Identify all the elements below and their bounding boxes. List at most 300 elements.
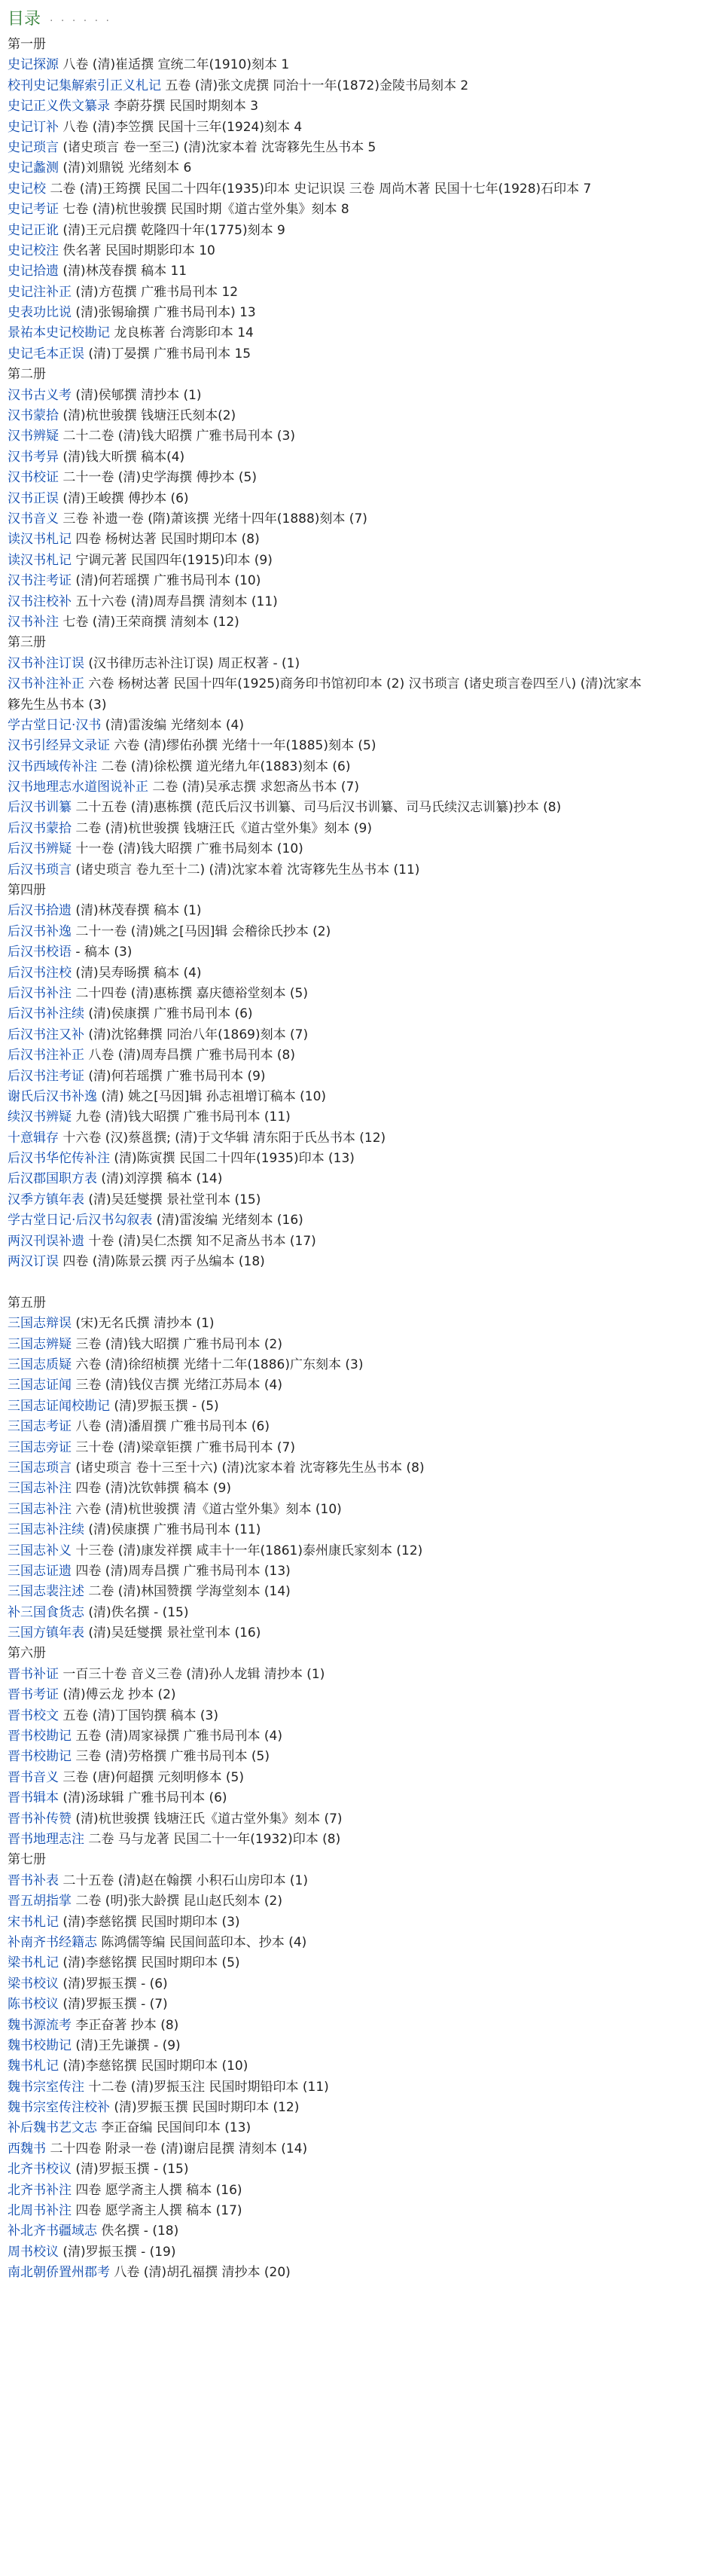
toc-entry-link[interactable]: 三国方镇年表 bbox=[8, 1625, 84, 1641]
toc-entry-details: 三卷 (唐)何超撰 元刻明修本 (5) bbox=[59, 1769, 244, 1785]
toc-entry-details: (清)吴廷燮撰 景社堂刊本 (16) bbox=[84, 1625, 261, 1641]
toc-entry bbox=[8, 2036, 696, 2056]
toc-entry bbox=[8, 2242, 696, 2263]
toc-entry-link[interactable]: 三国志证闻校勘记 bbox=[8, 1398, 110, 1414]
toc-entry-link[interactable]: 梁书校议 bbox=[8, 1976, 59, 1992]
toc-entry-details: (清)王元启撰 乾隆四十年(1775)刻本 9 bbox=[59, 222, 285, 238]
toc-entry-link[interactable]: 史记蠡测 bbox=[8, 160, 59, 176]
toc-entry-details: 二卷 (清)王筠撰 民国二十四年(1935)印本 史记识误 三卷 周尚木著 民国十七年(1928)石印本 7 bbox=[46, 181, 592, 197]
toc-entry bbox=[8, 1355, 696, 1375]
toc-entry-details: 四卷 杨树达著 民国时期印本 (8) bbox=[72, 532, 260, 548]
toc-entry bbox=[8, 1045, 696, 1066]
toc-entry-details: 二十五卷 (清)赵在翰撰 小积石山房印本 (1) bbox=[59, 1872, 308, 1888]
toc-entry-details: - 稿本 (3) bbox=[72, 945, 133, 960]
toc-entry bbox=[8, 1335, 696, 1355]
toc-entry bbox=[8, 1500, 696, 1520]
toc-entry bbox=[8, 261, 696, 282]
toc-entry-link[interactable]: 汉书引经异文录证 bbox=[8, 738, 110, 754]
toc-entry-details: (清)王先谦撰 - (9) bbox=[72, 2037, 181, 2053]
toc-entry-details: (清)佚名撰 - (15) bbox=[84, 1604, 189, 1620]
toc-entry-link[interactable]: 史记考证 bbox=[8, 202, 59, 218]
toc-entry-link[interactable]: 史记毛本正误 bbox=[8, 346, 84, 362]
toc-entry bbox=[8, 1768, 696, 1788]
toc-entry-link[interactable]: 三国志补义 bbox=[8, 1543, 72, 1558]
toc-entry-details: (清)汤球辑 广雅书局刊本 (6) bbox=[59, 1790, 227, 1806]
toc-entry bbox=[8, 571, 696, 591]
toc-entry bbox=[8, 158, 696, 179]
toc-entry bbox=[8, 1314, 696, 1334]
toc-entry-link[interactable]: 景祐本史记校勘记 bbox=[8, 325, 110, 341]
toc-entry-details: 五卷 (清)周家禄撰 广雅书局刊本 (4) bbox=[72, 1729, 282, 1744]
toc-entry-details: 七卷 (清)杭世骏撰 民国时期《道古堂外集》刻本 8 bbox=[59, 202, 349, 218]
toc-entry-link[interactable]: 三国志补注 bbox=[8, 1501, 72, 1517]
toc-entry-link[interactable]: 三国志证闻 bbox=[8, 1378, 72, 1393]
toc-dots: · · · · · · bbox=[50, 15, 111, 27]
toc-entry-details: 三卷 (清)钱仪吉撰 光绪江苏局本 (4) bbox=[72, 1378, 282, 1393]
toc-entry bbox=[8, 1603, 696, 1623]
toc-entry bbox=[8, 942, 696, 963]
toc-entry-details: (清)吴寿旸撰 稿本 (4) bbox=[72, 965, 202, 981]
toc-entry-link[interactable]: 晋书校勘记 bbox=[8, 1729, 72, 1744]
toc-entry bbox=[8, 1891, 696, 1912]
toc-entry-link[interactable]: 宋书札记 bbox=[8, 1914, 59, 1930]
toc-entry-details: 八卷 (清)李笠撰 民国十三年(1924)刻本 4 bbox=[59, 119, 303, 135]
toc-entry-link[interactable]: 补后魏书艺文志 bbox=[8, 2120, 97, 2136]
toc-entry-link[interactable]: 后汉书补逸 bbox=[8, 923, 72, 939]
toc-entry bbox=[8, 426, 696, 447]
toc-entry bbox=[8, 2077, 696, 2098]
toc-entry bbox=[8, 2056, 696, 2077]
toc-entry bbox=[8, 1747, 696, 1767]
volume-heading: 第二册 bbox=[8, 367, 46, 383]
toc-entry-details: (清)杭世骏撰 钱塘汪氏刻本(2) bbox=[59, 408, 236, 424]
toc-entry bbox=[8, 241, 696, 261]
toc-entry-details: 二十四卷 (清)惠栋撰 嘉庆德裕堂刻本 (5) bbox=[72, 985, 308, 1001]
toc-entry-details: (清)罗振玉撰 - (6) bbox=[59, 1976, 168, 1992]
toc-entry-details: (清)侯康撰 广雅书局刊本 (11) bbox=[84, 1522, 261, 1538]
toc-entry-link[interactable]: 三国志辩误 bbox=[8, 1316, 72, 1332]
toc-entry-link[interactable]: 后汉书注补正 bbox=[8, 1048, 84, 1064]
toc-entry bbox=[8, 1706, 696, 1726]
toc-entry-link[interactable]: 汉书蒙拾 bbox=[8, 408, 59, 424]
toc-entry-details: 二十一卷 (清)姚之[马因]辑 会稽徐氏抄本 (2) bbox=[72, 923, 331, 939]
toc-entry-details: 二卷 (清)林国赞撰 学海堂刻本 (14) bbox=[84, 1584, 291, 1600]
toc-entry-details: (清)刘淳撰 稿本 (14) bbox=[97, 1171, 223, 1187]
toc-entry-details: 李正奋著 抄本 (8) bbox=[72, 2017, 179, 2033]
toc-entry-link[interactable]: 周书校议 bbox=[8, 2244, 59, 2260]
toc-entry-details: 八卷 (清)胡孔福撰 清抄本 (20) bbox=[110, 2265, 291, 2281]
toc-entry-link[interactable]: 汉书校证 bbox=[8, 470, 59, 486]
toc-entry-link[interactable]: 魏书札记 bbox=[8, 2059, 59, 2074]
toc-entry bbox=[8, 2098, 696, 2118]
toc-entry-link[interactable]: 汉书补注订误 bbox=[8, 655, 84, 671]
toc-entry-details: 宁调元著 民国四年(1915)印本 (9) bbox=[72, 552, 273, 568]
toc-entry bbox=[8, 798, 696, 818]
toc-entry bbox=[8, 2118, 696, 2138]
toc-entry-link[interactable]: 三国志辨疑 bbox=[8, 1336, 72, 1352]
toc-entry-link[interactable]: 三国志考证 bbox=[8, 1419, 72, 1435]
toc-entry-link[interactable]: 两汉订误 bbox=[8, 1254, 59, 1270]
toc-entry bbox=[8, 1169, 696, 1189]
toc-entry bbox=[8, 1458, 696, 1479]
toc-entry-details: (清)林茂春撰 稿本 (1) bbox=[72, 903, 202, 919]
toc-entry bbox=[8, 386, 696, 406]
toc-entry bbox=[8, 2201, 696, 2221]
toc-entry bbox=[8, 303, 696, 323]
toc-entry bbox=[8, 468, 696, 488]
toc-entry-details: (清)李慈铭撰 民国时期印本 (5) bbox=[59, 1955, 240, 1971]
toc-entry-details: 二十四卷 附录一卷 (清)谢启昆撰 清刻本 (14) bbox=[46, 2141, 308, 2156]
toc-entry-details: 四卷 (清)周寿昌撰 广雅书局刊本 (13) bbox=[72, 1563, 291, 1579]
toc-entry bbox=[8, 1520, 696, 1540]
toc-entry-link[interactable]: 晋书地理志注 bbox=[8, 1831, 84, 1847]
toc-entry-link[interactable]: 史记校注 bbox=[8, 243, 59, 258]
toc-entry-link[interactable]: 汉书西域传补注 bbox=[8, 758, 97, 774]
toc-entry-link[interactable]: 魏书宗室传注 bbox=[8, 2079, 84, 2095]
toc-entry-link[interactable]: 史记正讹 bbox=[8, 222, 59, 238]
toc-entry-details: 四卷 (清)陈景云撰 丙子丛编本 (18) bbox=[59, 1254, 265, 1270]
toc-entry bbox=[8, 2221, 696, 2242]
toc-entry bbox=[8, 2263, 696, 2283]
toc-entry-details: (清)方苞撰 广雅书局刊本 12 bbox=[72, 284, 239, 300]
toc-entry-details: (清)雷浚编 光绪刻本 (16) bbox=[152, 1213, 303, 1228]
toc-entry bbox=[8, 1953, 696, 1973]
toc-entry-details: 五卷 (清)丁国钧撰 稿本 (3) bbox=[59, 1708, 218, 1723]
toc-entry bbox=[8, 509, 696, 530]
toc-entry-link[interactable]: 读汉书札记 bbox=[8, 552, 72, 568]
toc-entry-link[interactable]: 后汉书注考证 bbox=[8, 1068, 84, 1084]
toc-entry-link[interactable]: 魏书校勘记 bbox=[8, 2037, 72, 2053]
toc-entry-details: 二卷 (清)徐松撰 道光绪九年(1883)刻本 (6) bbox=[97, 758, 351, 774]
toc-entry-details: (清)林茂春撰 稿本 11 bbox=[59, 264, 187, 279]
toc-entry-link[interactable]: 后汉书拾遗 bbox=[8, 903, 72, 919]
toc-entry-link[interactable]: 北齐书校议 bbox=[8, 2162, 72, 2178]
toc-entry bbox=[8, 901, 696, 921]
toc-entry bbox=[8, 118, 696, 138]
toc-entry-link[interactable]: 魏书宗室传注校补 bbox=[8, 2100, 110, 2116]
toc-entry bbox=[8, 736, 696, 756]
toc-entry-link[interactable]: 汉书音义 bbox=[8, 511, 59, 526]
toc-entry-details: 七卷 (清)王荣商撰 清刻本 (12) bbox=[59, 614, 239, 630]
toc-entry-details: (清)罗振玉撰 - (15) bbox=[72, 2162, 189, 2178]
toc-entry-link[interactable]: 晋书补表 bbox=[8, 1872, 59, 1888]
toc-entry-details: 十二卷 (清)罗振玉注 民国时期铅印本 (11) bbox=[84, 2079, 329, 2095]
toc-entry bbox=[8, 489, 696, 509]
toc-entry-details: (宋)无名氏撰 清抄本 (1) bbox=[72, 1316, 215, 1332]
toc-entry bbox=[8, 1871, 696, 1891]
toc-header bbox=[8, 6, 696, 35]
toc-entry-details: (清)钱大昕撰 稿本(4) bbox=[59, 449, 185, 465]
toc-entry-link[interactable]: 晋书校文 bbox=[8, 1708, 59, 1723]
toc-entry-details: (清)李慈铭撰 民国时期印本 (3) bbox=[59, 1914, 240, 1930]
toc-entry-details: (清)傅云龙 抄本 (2) bbox=[59, 1687, 176, 1703]
toc-entry-details: 二卷 (明)张大龄撰 昆山赵氏刻本 (2) bbox=[72, 1894, 282, 1909]
toc-entry-link[interactable]: 汉书地理志水道图说补正 bbox=[8, 780, 148, 795]
toc-entry-link[interactable]: 西魏书 bbox=[8, 2141, 46, 2156]
toc-entry-details: 二卷 马与龙著 民国二十一年(1932)印本 (8) bbox=[84, 1831, 341, 1847]
toc-entry-details: 二十二卷 (清)钱大昭撰 广雅书局刊本 (3) bbox=[59, 429, 295, 444]
toc-entry-link[interactable]: 北周书补注 bbox=[8, 2203, 72, 2219]
toc-entry-link[interactable]: 晋书考证 bbox=[8, 1687, 59, 1703]
toc-entry bbox=[8, 530, 696, 550]
toc-entry-details: 二十五卷 (清)惠栋撰 (范氏后汉书训纂、司马后汉书训纂、司马氏续汉志训纂)抄本 (8) bbox=[72, 800, 562, 816]
toc-entry-link[interactable]: 梁书札记 bbox=[8, 1955, 59, 1971]
toc-entry bbox=[8, 1210, 696, 1231]
toc-entry bbox=[8, 282, 696, 303]
toc-entry-details: 佚名撰 - (18) bbox=[97, 2223, 179, 2239]
toc-entry-link[interactable]: 后汉书补注续 bbox=[8, 1006, 84, 1022]
toc-entry-details: (诸史琐言 卷一至三) (清)沈家本着 沈寄簃先生丛书本 5 bbox=[59, 139, 376, 155]
toc-entry-link[interactable]: 南北朝侨置州郡考 bbox=[8, 2265, 110, 2281]
toc-entry bbox=[8, 674, 696, 694]
toc-entry-details: 六卷 (清)徐绍桢撰 光绪十二年(1886)广东刻本 (3) bbox=[72, 1357, 364, 1372]
toc-entry bbox=[8, 839, 696, 859]
toc-entry bbox=[8, 406, 696, 426]
toc-entry-link[interactable]: 学古堂日记·后汉书勾叙表 bbox=[8, 1213, 153, 1228]
toc-entry bbox=[8, 757, 696, 777]
toc-entry-link[interactable]: 后汉郡国职方表 bbox=[8, 1171, 97, 1187]
toc-entry-link[interactable]: 史记琐言 bbox=[8, 139, 59, 155]
toc-entry bbox=[8, 2159, 696, 2180]
toc-entry-details: 二十一卷 (清)史学海撰 傅抄本 (5) bbox=[59, 470, 257, 486]
toc-entry bbox=[8, 200, 696, 220]
toc-entry-link[interactable]: 三国志旁证 bbox=[8, 1439, 72, 1455]
toc-entry-details: (清)罗振玉撰 - (7) bbox=[59, 1997, 168, 2013]
toc-entry bbox=[8, 1128, 696, 1149]
toc-entry bbox=[8, 1232, 696, 1252]
toc-entry bbox=[8, 1252, 696, 1272]
toc-entry bbox=[8, 551, 696, 571]
toc-entry-details: (清)王峻撰 傅抄本 (6) bbox=[59, 490, 189, 506]
volume-heading: 第四册 bbox=[8, 883, 46, 899]
toc-entry-details: 三卷 (清)劳格撰 广雅书局刊本 (5) bbox=[72, 1749, 270, 1765]
toc-entry bbox=[8, 592, 696, 612]
toc-entry-link[interactable]: 后汉书辨疑 bbox=[8, 841, 72, 857]
toc-entry-details: (清)沈铭彝撰 同治八年(1869)刻本 (7) bbox=[84, 1027, 309, 1042]
toc-entry-link[interactable]: 史记订补 bbox=[8, 119, 59, 135]
toc-entry-details: 六卷 (清)杭世骏撰 清《道古堂外集》刻本 (10) bbox=[72, 1501, 342, 1517]
toc-entry-details: 三十卷 (清)梁章钜撰 广雅书局刊本 (7) bbox=[72, 1439, 295, 1455]
toc-entry bbox=[8, 1479, 696, 1499]
toc-entry-details: 李正奋编 民国间印本 (13) bbox=[97, 2120, 251, 2136]
toc-entry bbox=[8, 76, 696, 96]
toc-entry-link[interactable]: 魏书源流考 bbox=[8, 2017, 72, 2033]
toc-entry-link[interactable]: 后汉书琐言 bbox=[8, 862, 72, 877]
toc-entry-link[interactable]: 十意辑存 bbox=[8, 1130, 59, 1146]
toc-entry-details: (诸史琐言 卷十三至十六) (清)沈家本着 沈寄簃先生丛书本 (8) bbox=[72, 1460, 425, 1476]
toc-entry bbox=[8, 221, 696, 241]
toc-entry bbox=[8, 654, 696, 674]
toc-entry-link[interactable]: 补北齐书疆域志 bbox=[8, 2223, 97, 2239]
toc-entry bbox=[8, 1417, 696, 1437]
toc-entry-details: (清)丁晏撰 广雅书局刊本 15 bbox=[84, 346, 251, 362]
toc-entry-details: 十卷 (清)吴仁杰撰 知不足斋丛书本 (17) bbox=[84, 1233, 316, 1249]
toc-entry bbox=[8, 1149, 696, 1169]
toc-entry-link[interactable]: 史表功比说 bbox=[8, 305, 72, 321]
toc-entry-link[interactable]: 史记正义佚文纂录 bbox=[8, 99, 110, 114]
toc-entry-details: 二卷 (清)吴承志撰 求恕斋丛书本 (7) bbox=[148, 780, 359, 795]
toc-entry-details: (清)侯康撰 广雅书局刊本 (6) bbox=[84, 1006, 253, 1022]
toc-entry bbox=[8, 1025, 696, 1045]
toc-entry-details: 龙良栋著 台湾影印本 14 bbox=[110, 325, 254, 341]
toc-entry-link[interactable]: 谢氏后汉书补逸 bbox=[8, 1088, 97, 1104]
toc-entry-details: (清)陈寅撰 民国二十四年(1935)印本 (13) bbox=[110, 1151, 355, 1167]
toc-entry-link[interactable]: 汉书补注 bbox=[8, 614, 59, 630]
toc-entry-details: 李蔚芬撰 民国时期刻本 3 bbox=[110, 99, 259, 114]
toc-entry bbox=[8, 1067, 696, 1087]
toc-entry bbox=[8, 1788, 696, 1808]
toc-entry bbox=[8, 344, 696, 365]
toc-entry bbox=[8, 1726, 696, 1747]
toc-page bbox=[8, 6, 696, 2284]
toc-entry-link[interactable]: 汉书考异 bbox=[8, 449, 59, 465]
toc-entry-details: (清)雷浚编 光绪刻本 (4) bbox=[101, 717, 244, 733]
toc-entry-details: 六卷 (清)缪佑孙撰 光绪十一年(1885)刻本 (5) bbox=[110, 738, 376, 754]
toc-entry bbox=[8, 2181, 696, 2201]
toc-entry bbox=[8, 55, 696, 75]
toc-entry bbox=[8, 1107, 696, 1128]
toc-entry-link[interactable]: 汉书正误 bbox=[8, 490, 59, 506]
toc-entry-details: (清)杭世骏撰 钱塘汪氏《道古堂外集》刻本 (7) bbox=[72, 1811, 343, 1827]
toc-entry bbox=[8, 1541, 696, 1561]
toc-entry bbox=[8, 1190, 696, 1210]
toc-entry-link[interactable]: 后汉书蒙拾 bbox=[8, 820, 72, 836]
toc-entry bbox=[8, 138, 696, 158]
toc-entry-details: 九卷 (清)钱大昭撰 广雅书局刊本 (11) bbox=[72, 1109, 291, 1125]
toc-entry-details: (清)何若瑶撰 广雅书局刊本 (9) bbox=[84, 1068, 266, 1084]
toc-entry-link[interactable]: 史记注补正 bbox=[8, 284, 72, 300]
toc-entry-link[interactable]: 后汉书注又补 bbox=[8, 1027, 84, 1042]
toc-entry-link[interactable]: 后汉书补注 bbox=[8, 985, 72, 1001]
toc-entry-details: (清)张锡瑜撰 广雅书局刊本) 13 bbox=[72, 305, 256, 321]
toc-entry-link[interactable]: 三国志证遗 bbox=[8, 1563, 72, 1579]
toc-entry-details: (清)罗振玉撰 - (19) bbox=[59, 2244, 176, 2260]
toc-entry bbox=[8, 1087, 696, 1107]
toc-entry-link[interactable]: 晋书音义 bbox=[8, 1769, 59, 1785]
toc-entry-link[interactable]: 陈书校议 bbox=[8, 1997, 59, 2013]
toc-entry-link[interactable]: 学古堂日记·汉书 bbox=[8, 717, 102, 733]
toc-entry-details: (诸史琐言 卷九至十二) (清)沈家本着 沈寄簃先生丛书本 (11) bbox=[72, 862, 420, 877]
toc-entry-link[interactable]: 汉书注校补 bbox=[8, 594, 72, 609]
toc-entry-link[interactable]: 三国志补注 bbox=[8, 1481, 72, 1497]
toc-entry-details: (清)李慈铭撰 民国时期印本 (10) bbox=[59, 2059, 248, 2074]
toc-entry-link[interactable]: 续汉书辨疑 bbox=[8, 1109, 72, 1125]
toc-entry-link[interactable]: 后汉书训纂 bbox=[8, 800, 72, 816]
toc-entry-details: (清)侯郇撰 清抄本 (1) bbox=[72, 387, 202, 403]
toc-entry-link[interactable]: 史记校 bbox=[8, 181, 46, 197]
volume-heading: 第五册 bbox=[8, 1295, 46, 1311]
toc-entry bbox=[8, 1933, 696, 1953]
toc-entry-link[interactable]: 三国志琐言 bbox=[8, 1460, 72, 1476]
volume-heading: 第一册 bbox=[8, 37, 46, 52]
toc-entry bbox=[8, 984, 696, 1004]
toc-entry-details: 一百三十卷 音义三卷 (清)孙人龙辑 清抄本 (1) bbox=[59, 1666, 325, 1682]
toc-entry-details: 八卷 (清)周寿昌撰 广雅书局刊本 (8) bbox=[84, 1048, 295, 1064]
toc-entry-link[interactable]: 晋书辑本 bbox=[8, 1790, 59, 1806]
toc-entry-details: 五十六卷 (清)周寿昌撰 清刻本 (11) bbox=[72, 594, 278, 609]
toc-entry-link[interactable]: 补三国食货志 bbox=[8, 1604, 84, 1620]
toc-entry-details: 四卷 (清)沈钦韩撰 稿本 (9) bbox=[72, 1481, 231, 1497]
toc-entry-details: 十六卷 (汉)蔡邕撰; (清)于文华辑 清东阳于氏丛书本 (12) bbox=[59, 1130, 386, 1146]
toc-entry-link[interactable]: 汉书补注补正 bbox=[8, 676, 84, 692]
toc-entry-details: (清) 姚之[马因]辑 孙志祖增订稿本 (10) bbox=[97, 1088, 327, 1104]
toc-entry-link[interactable]: 晋书校勘记 bbox=[8, 1749, 72, 1765]
toc-entry bbox=[8, 1561, 696, 1582]
toc-entry bbox=[8, 96, 696, 117]
toc-entry-details: 佚名著 民国时期影印本 10 bbox=[59, 243, 215, 258]
toc-entry-link[interactable]: 后汉书校语 bbox=[8, 945, 72, 960]
toc-entry bbox=[8, 1582, 696, 1602]
toc-entry-details: (清)何若瑶撰 广雅书局刊本 (10) bbox=[72, 573, 261, 589]
toc-entry-link[interactable]: 史记拾遗 bbox=[8, 264, 59, 279]
toc-continuation-line: 簃先生丛书本 (3) bbox=[8, 697, 107, 713]
toc-entry-link[interactable]: 后汉书华佗传补注 bbox=[8, 1151, 110, 1167]
toc-entry-details: 陈鸿儒等编 民国间蓝印本、抄本 (4) bbox=[97, 1934, 307, 1950]
toc-entry-link[interactable]: 汉书注考证 bbox=[8, 573, 72, 589]
toc-entry-details: (清)刘鼎锐 光绪刻本 6 bbox=[59, 160, 192, 176]
toc-entry bbox=[8, 1809, 696, 1830]
toc-entry-link[interactable]: 校刊史记集解索引正义札记 bbox=[8, 78, 161, 93]
toc-entry-link[interactable]: 晋五胡指掌 bbox=[8, 1894, 72, 1909]
toc-entry-details: (汉书律历志补注订误) 周正权著 - (1) bbox=[84, 655, 300, 671]
toc-entry-details: 二卷 (清)杭世骏撰 钱塘汪氏《道古堂外集》刻本 (9) bbox=[72, 820, 372, 836]
toc-entry-link[interactable]: 北齐书补注 bbox=[8, 2182, 72, 2198]
toc-entry bbox=[8, 1830, 696, 1850]
toc-entry bbox=[8, 612, 696, 633]
toc-entry-details: (清)罗振玉撰 - (5) bbox=[110, 1398, 219, 1414]
toc-entry bbox=[8, 1623, 696, 1644]
toc-entry bbox=[8, 1396, 696, 1417]
toc-entry-details: 六卷 杨树达著 民国十四年(1925)商务印书馆初印本 (2) 汉书琐言 (诸史琐言卷四至八) (清)沈家本 bbox=[84, 676, 642, 692]
toc-entry-link[interactable]: 汉书辨疑 bbox=[8, 429, 59, 444]
toc-entry-details: 五卷 (清)张文虎撰 同治十一年(1872)金陵书局刻本 2 bbox=[161, 78, 469, 93]
toc-entry-details: 四卷 愿学斋主人撰 稿本 (17) bbox=[72, 2203, 242, 2219]
toc-entry-link[interactable]: 两汉刊误补遗 bbox=[8, 1233, 84, 1249]
toc-entry-details: (清)罗振玉撰 民国时期印本 (12) bbox=[110, 2100, 300, 2116]
toc-entry-link[interactable]: 晋书补证 bbox=[8, 1666, 59, 1682]
toc-entry bbox=[8, 1004, 696, 1024]
toc-entry bbox=[8, 716, 696, 736]
toc-entry-link[interactable]: 三国志裴注述 bbox=[8, 1584, 84, 1600]
toc-entry-details: 三卷 补遗一卷 (隋)萧该撰 光绪十四年(1888)刻本 (7) bbox=[59, 511, 367, 526]
toc-entry bbox=[8, 777, 696, 798]
toc-entry-details: 八卷 (清)崔适撰 宣统二年(1910)刻本 1 bbox=[59, 57, 290, 73]
toc-title: 目录 bbox=[8, 10, 41, 29]
toc-list bbox=[8, 35, 696, 2284]
toc-entry-link[interactable]: 晋书补传赞 bbox=[8, 1811, 72, 1827]
toc-entry bbox=[8, 2016, 696, 2036]
volume-heading: 第七册 bbox=[8, 1852, 46, 1868]
toc-entry-link[interactable]: 汉书古义考 bbox=[8, 387, 72, 403]
toc-entry-link[interactable]: 汉季方镇年表 bbox=[8, 1192, 84, 1207]
volume-heading: 第三册 bbox=[8, 635, 46, 651]
toc-entry bbox=[8, 179, 696, 200]
toc-entry bbox=[8, 963, 696, 984]
toc-entry-link[interactable]: 三国志补注续 bbox=[8, 1522, 84, 1538]
toc-entry bbox=[8, 323, 696, 343]
toc-entry-link[interactable]: 读汉书札记 bbox=[8, 532, 72, 548]
toc-entry-link[interactable]: 史记探源 bbox=[8, 57, 59, 73]
toc-entry-details: 十一卷 (清)钱大昭撰 广雅书局刻本 (10) bbox=[72, 841, 303, 857]
toc-entry-link[interactable]: 三国志质疑 bbox=[8, 1357, 72, 1372]
toc-entry-link[interactable]: 后汉书注校 bbox=[8, 965, 72, 981]
toc-entry-details: 四卷 愿学斋主人撰 稿本 (16) bbox=[72, 2182, 242, 2198]
toc-entry bbox=[8, 860, 696, 881]
toc-entry bbox=[8, 1995, 696, 2015]
spacer bbox=[8, 1272, 696, 1293]
toc-entry-link[interactable]: 补南齐书经籍志 bbox=[8, 1934, 97, 1950]
toc-entry-details: 十三卷 (清)康发祥撰 咸丰十一年(1861)泰州康氏家刻本 (12) bbox=[72, 1543, 423, 1558]
